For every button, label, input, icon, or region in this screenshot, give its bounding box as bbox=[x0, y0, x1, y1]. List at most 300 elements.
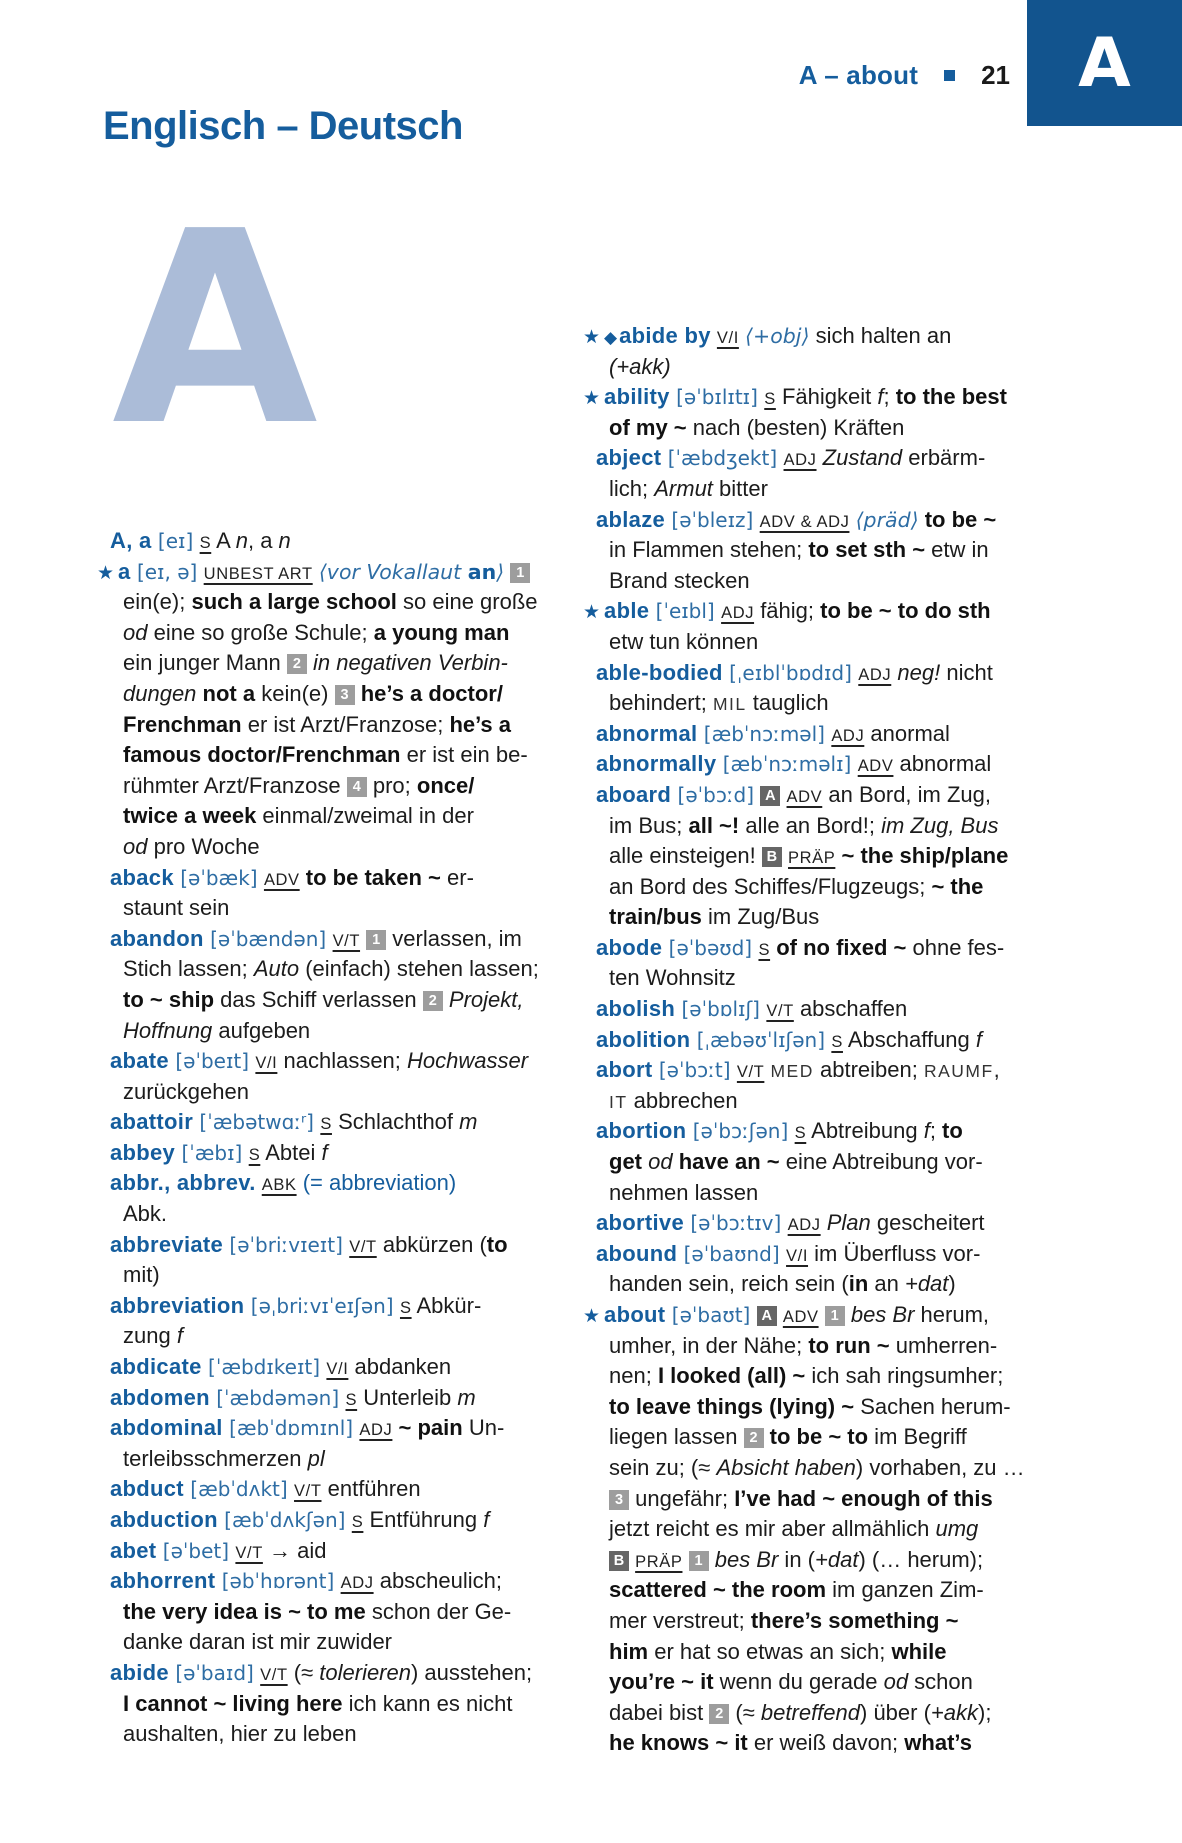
text: in ( bbox=[778, 1546, 815, 1572]
italic-text: od bbox=[123, 833, 148, 859]
text: ungefähr; bbox=[629, 1485, 735, 1511]
text: Stich lassen; bbox=[123, 956, 254, 982]
text: ten Wohnsitz bbox=[609, 965, 736, 991]
entry-line bbox=[583, 1484, 1075, 1515]
bold-phrase: to be taken ~ bbox=[305, 864, 441, 890]
text: er ist ein be- bbox=[400, 742, 528, 768]
entry-line bbox=[97, 893, 575, 924]
text: tauglich bbox=[746, 690, 829, 716]
headword: abort bbox=[596, 1057, 653, 1083]
italic-text: dungen bbox=[123, 680, 197, 706]
grammar-label: V/T bbox=[260, 1665, 288, 1684]
pronunciation: [eɪ] bbox=[151, 529, 200, 553]
text: , a bbox=[247, 528, 279, 553]
italic-text: Plan bbox=[826, 1210, 871, 1236]
text: Unterleib bbox=[357, 1384, 458, 1410]
bold-phrase: scattered ~ the room bbox=[609, 1577, 827, 1603]
thumb-index-tab bbox=[1027, 0, 1182, 126]
text: gescheitert bbox=[870, 1210, 985, 1236]
text: danke daran ist mir zuwider bbox=[123, 1629, 393, 1655]
sense-number-badge: 1 bbox=[689, 1551, 709, 1571]
text: ) bbox=[948, 1271, 956, 1297]
star-icon: ★ bbox=[97, 561, 115, 584]
text: mer verstreut; bbox=[609, 1607, 751, 1633]
headword: abduction bbox=[110, 1507, 218, 1532]
text: Abtei bbox=[260, 1139, 322, 1165]
entry-line bbox=[97, 1046, 575, 1077]
phrasal-diamond-icon: ◆ bbox=[604, 328, 618, 348]
entry-line bbox=[97, 1077, 575, 1108]
pronunciation: [ˈæbɪ] bbox=[175, 1140, 249, 1165]
headword: abbey bbox=[110, 1139, 176, 1165]
bold-phrase: he’s a doctor/ bbox=[360, 680, 503, 706]
sense-number-badge: 1 bbox=[366, 930, 386, 950]
italic-text: n bbox=[235, 528, 248, 553]
subject-field-label: IT bbox=[609, 1091, 628, 1112]
text: Un- bbox=[462, 1415, 505, 1441]
entry-line bbox=[97, 1260, 575, 1291]
grammar-label: V/T bbox=[736, 1063, 765, 1082]
entry-line bbox=[583, 1269, 1075, 1300]
bold-phrase: a young man bbox=[373, 619, 510, 645]
text: alle an Bord!; bbox=[739, 812, 882, 838]
grammar-label: V/I bbox=[716, 329, 739, 347]
grammar-label: S bbox=[248, 1145, 261, 1164]
italic-text: Zustand bbox=[822, 445, 903, 471]
bold-phrase: to be ~ to do sth bbox=[820, 598, 991, 624]
text: ohne fes- bbox=[906, 934, 1005, 960]
entry-line bbox=[97, 1016, 575, 1047]
pronunciation: [əˈbɔːʃən] bbox=[686, 1119, 795, 1144]
italic-text: +dat bbox=[815, 1546, 859, 1572]
text: er hat so etwas an sich; bbox=[648, 1638, 892, 1664]
section-drop-cap-letter: A bbox=[112, 174, 318, 484]
text: verlassen, im bbox=[386, 925, 522, 951]
entry-line bbox=[97, 1107, 575, 1138]
text: das Schiff verlassen bbox=[214, 986, 423, 1012]
sense-number-badge: 1 bbox=[825, 1306, 845, 1326]
text: abbrechen bbox=[627, 1087, 738, 1113]
bold-phrase: in bbox=[848, 1271, 869, 1297]
entry-line bbox=[97, 1199, 575, 1230]
italic-text: tolerieren bbox=[319, 1659, 411, 1685]
page-title: Englisch – Deutsch bbox=[103, 104, 463, 148]
bold-phrase: all ~! bbox=[688, 812, 740, 838]
italic-text: bes Br bbox=[714, 1546, 779, 1572]
bold-phrase: the very idea is ~ to me bbox=[123, 1598, 366, 1624]
text: eine so große Schule; bbox=[147, 619, 374, 645]
text: ) ausstehen; bbox=[410, 1659, 533, 1685]
entry-line bbox=[97, 618, 575, 649]
headword: A, a bbox=[110, 528, 152, 553]
entry-line bbox=[583, 841, 1075, 872]
thumb-index-letter: A bbox=[1078, 23, 1131, 103]
text: zung bbox=[123, 1323, 177, 1349]
grammar-label: V/T bbox=[235, 1543, 263, 1562]
star-icon: ★ bbox=[583, 326, 601, 348]
grammar-label: UNBEST ART bbox=[203, 564, 313, 583]
entry-line bbox=[97, 924, 575, 955]
headword: abortive bbox=[596, 1210, 684, 1236]
entry-line bbox=[97, 648, 575, 679]
text: etw tun können bbox=[609, 628, 759, 654]
pronunciation: [əˈbeɪt] bbox=[168, 1049, 256, 1074]
pronunciation: [ˈæbdəmən] bbox=[209, 1385, 346, 1410]
headword: a bbox=[118, 558, 131, 584]
pronunciation: [əˈbæk] bbox=[173, 865, 264, 890]
entry-line bbox=[583, 1606, 1075, 1637]
grammar-label: V/T bbox=[349, 1237, 377, 1256]
italic-text: neg! bbox=[897, 659, 941, 685]
italic-text: m bbox=[459, 1109, 478, 1135]
text: im ganzen Zim- bbox=[826, 1577, 984, 1603]
star-icon: ★ bbox=[583, 1305, 601, 1327]
text: nachlassen; bbox=[277, 1048, 408, 1074]
headword: abdomen bbox=[110, 1384, 210, 1410]
bold-phrase: ~ pain bbox=[398, 1415, 463, 1441]
cross-reference: (= abbreviation) bbox=[302, 1170, 457, 1196]
bold-phrase: you’re ~ it bbox=[609, 1669, 714, 1695]
grammar-label: ADJ bbox=[359, 1421, 393, 1440]
headword: ablaze bbox=[596, 506, 666, 532]
headword: abdicate bbox=[110, 1354, 202, 1380]
text: etw in bbox=[925, 537, 989, 563]
italic-text: m bbox=[457, 1384, 476, 1410]
text: im Bus; bbox=[609, 812, 689, 838]
text: Sachen herum- bbox=[854, 1393, 1011, 1419]
pronunciation: [əˈbɒlɪʃ] bbox=[675, 997, 767, 1022]
text: kein(e) bbox=[255, 680, 335, 706]
headword: abortion bbox=[596, 1118, 687, 1144]
bold-phrase: Frenchman bbox=[123, 711, 242, 737]
text: Schlachthof bbox=[331, 1109, 460, 1135]
text: umherren- bbox=[889, 1332, 998, 1358]
text: dabei bist bbox=[609, 1699, 710, 1725]
headword: ability bbox=[604, 384, 670, 410]
text: ich sah ringsumher; bbox=[805, 1363, 1004, 1389]
entry-line bbox=[583, 1300, 1075, 1331]
grammar-label: ADJ bbox=[831, 726, 865, 745]
entry-line bbox=[583, 1116, 1075, 1147]
text: (≈ bbox=[729, 1699, 761, 1725]
sense-letter-badge: A bbox=[757, 1306, 777, 1326]
text: an bbox=[868, 1271, 905, 1297]
entry-line bbox=[583, 1025, 1075, 1056]
italic-text: f bbox=[923, 1118, 930, 1144]
italic-text: od bbox=[648, 1149, 673, 1175]
italic-text: betreffend bbox=[760, 1699, 860, 1725]
entry-line bbox=[97, 1413, 575, 1444]
grammar-label: ADJ bbox=[721, 604, 755, 623]
text: Abschaffung bbox=[842, 1026, 976, 1052]
bold-phrase: twice a week bbox=[123, 803, 257, 829]
text: herum, bbox=[914, 1302, 990, 1327]
entry-line bbox=[97, 985, 575, 1016]
text: pro; bbox=[366, 772, 417, 798]
grammar-label: S bbox=[320, 1115, 332, 1134]
italic-text: f bbox=[483, 1507, 490, 1532]
entry-line bbox=[583, 1667, 1075, 1698]
headword: abbreviation bbox=[110, 1292, 245, 1318]
entry-line bbox=[97, 863, 575, 894]
entry-line bbox=[583, 1178, 1075, 1209]
entry-line bbox=[97, 740, 575, 771]
text: mit) bbox=[123, 1262, 160, 1288]
pronunciation: [æbˈdʌkt] bbox=[183, 1477, 295, 1502]
entry-line bbox=[583, 811, 1075, 842]
entry-line bbox=[583, 443, 1075, 474]
bold-phrase: to be ~ bbox=[924, 506, 997, 532]
text: schon bbox=[908, 1669, 973, 1695]
headword: abide bbox=[110, 1659, 169, 1685]
entry-line bbox=[97, 1352, 575, 1383]
text: nen; bbox=[609, 1363, 658, 1389]
text: so eine große bbox=[396, 589, 538, 615]
grammar-label: V/T bbox=[294, 1482, 322, 1501]
entry-line bbox=[97, 1505, 575, 1536]
star-icon: ★ bbox=[583, 387, 601, 410]
pronunciation: [əˌbriːvɪˈeɪʃən] bbox=[244, 1293, 400, 1318]
text: alle einsteigen! bbox=[609, 843, 762, 869]
grammar-label: V/I bbox=[326, 1360, 349, 1379]
italic-text: bes Br bbox=[850, 1302, 915, 1327]
entry-line bbox=[583, 321, 1075, 352]
grammar-label: S bbox=[831, 1032, 843, 1051]
text: sein zu; (≈ bbox=[609, 1454, 717, 1480]
text: (≈ bbox=[287, 1659, 320, 1685]
bold-phrase: I’ve had ~ enough of this bbox=[734, 1485, 993, 1511]
italic-text: Absicht haben bbox=[716, 1454, 856, 1480]
text: eine Abtreibung vor- bbox=[779, 1149, 983, 1175]
bold-phrase: he’s a bbox=[449, 711, 511, 737]
entry-line bbox=[97, 801, 575, 832]
text: er weiß davon; bbox=[747, 1730, 905, 1756]
grammar-label: ABK bbox=[261, 1176, 297, 1195]
text: einmal/zweimal in der bbox=[256, 803, 474, 829]
headword: abode bbox=[596, 934, 663, 960]
bold-phrase: I cannot ~ living here bbox=[123, 1690, 343, 1716]
subject-field-label: MIL bbox=[712, 694, 747, 715]
text: abnormal bbox=[893, 751, 992, 777]
text: liegen lassen bbox=[609, 1424, 744, 1450]
entry-line bbox=[583, 933, 1075, 964]
text: zurückgehen bbox=[123, 1078, 249, 1104]
sense-number-badge: 2 bbox=[287, 654, 307, 674]
grammar-label: ADV bbox=[857, 757, 894, 776]
grammar-label: V/I bbox=[786, 1246, 809, 1265]
headword: abate bbox=[110, 1048, 169, 1074]
pronunciation: [əbˈhɒrənt] bbox=[215, 1569, 341, 1594]
entry-line bbox=[583, 352, 1075, 383]
italic-text: +akk bbox=[930, 1699, 979, 1725]
entry-line bbox=[97, 710, 575, 741]
bold-phrase: to be ~ to bbox=[769, 1424, 869, 1450]
text: abtreiben; bbox=[813, 1057, 924, 1083]
text: entführen bbox=[321, 1476, 421, 1502]
entry-line bbox=[97, 1444, 575, 1475]
italic-text: Auto bbox=[253, 956, 300, 982]
entry-line bbox=[97, 954, 575, 985]
text: ein(e); bbox=[123, 589, 192, 615]
italic-text: od bbox=[123, 619, 148, 645]
text: ich kann es nicht bbox=[342, 1690, 513, 1716]
bold-phrase: to run ~ bbox=[808, 1332, 890, 1358]
entry-line bbox=[97, 1230, 575, 1261]
text: abschaffen bbox=[793, 996, 908, 1022]
pronunciation: [əˈbaʊt] bbox=[665, 1303, 757, 1327]
text: lich; bbox=[609, 475, 655, 501]
sense-number-badge: 2 bbox=[744, 1428, 764, 1448]
grammar-label: V/T bbox=[766, 1002, 794, 1021]
grammar-label: S bbox=[351, 1513, 364, 1531]
grammar-label: V/I bbox=[255, 1054, 278, 1073]
text: ; bbox=[929, 1118, 943, 1144]
entry-line bbox=[583, 505, 1075, 536]
entry-line bbox=[583, 1728, 1075, 1759]
entry-line bbox=[97, 557, 575, 588]
entry-line bbox=[97, 587, 575, 618]
text: anormal bbox=[864, 720, 950, 746]
sense-number-badge: 2 bbox=[423, 991, 443, 1011]
entry-line bbox=[583, 688, 1075, 719]
pronunciation: [əˈbaɪd] bbox=[168, 1660, 261, 1685]
text: staunt sein bbox=[123, 895, 230, 921]
entry-line bbox=[97, 832, 575, 863]
headword: abbreviate bbox=[110, 1231, 224, 1257]
entry-line bbox=[583, 1575, 1075, 1606]
bold-phrase: such a large school bbox=[191, 589, 397, 615]
text: erbärm- bbox=[902, 445, 986, 471]
headword: able-bodied bbox=[596, 659, 723, 685]
italic-text: umg bbox=[935, 1516, 979, 1542]
text: ) vorhaben, zu … bbox=[855, 1454, 1025, 1480]
entry-line bbox=[583, 1545, 1075, 1576]
bold-phrase: to set sth ~ bbox=[808, 537, 926, 563]
text: Abkür- bbox=[411, 1292, 482, 1318]
grammar-label: S bbox=[199, 534, 212, 552]
headword: abet bbox=[110, 1537, 157, 1563]
bold-phrase: what’s bbox=[904, 1730, 972, 1756]
entry-line bbox=[583, 566, 1075, 597]
entry-line bbox=[97, 1291, 575, 1322]
headword: abandon bbox=[110, 925, 204, 951]
italic-text: Armut bbox=[654, 475, 713, 501]
headword: able bbox=[604, 598, 650, 624]
bold-phrase: ~ the ship/plane bbox=[841, 843, 1009, 869]
entry-line bbox=[97, 1658, 575, 1689]
pronunciation: [əˈbaʊnd] bbox=[677, 1241, 787, 1266]
entry-line bbox=[583, 382, 1075, 413]
usage-hint: an bbox=[467, 559, 497, 584]
text: abkürzen ( bbox=[376, 1231, 487, 1257]
pronunciation: [əˈbændən] bbox=[203, 926, 333, 951]
text: er- bbox=[440, 864, 474, 890]
italic-text: in negativen Verbin- bbox=[313, 650, 508, 676]
entry-line bbox=[583, 1147, 1075, 1178]
text: nicht bbox=[940, 659, 993, 685]
text: ); bbox=[978, 1699, 992, 1725]
italic-text: od bbox=[883, 1669, 909, 1695]
pronunciation: [əˈbriːvɪeɪt] bbox=[223, 1232, 350, 1257]
sense-number-badge: 4 bbox=[347, 777, 367, 797]
text: an Bord, im Zug, bbox=[822, 781, 992, 807]
grammar-label: PRÄP bbox=[635, 1552, 683, 1571]
text: wenn du gerade bbox=[713, 1669, 884, 1695]
entry-line bbox=[583, 1637, 1075, 1668]
text: ; bbox=[883, 384, 896, 410]
sense-number-badge: 2 bbox=[709, 1704, 729, 1724]
entry-line bbox=[97, 1689, 575, 1720]
entry-line bbox=[97, 679, 575, 710]
bold-phrase: there’s something ~ bbox=[750, 1607, 959, 1633]
pronunciation: [ˈeɪbl] bbox=[649, 599, 722, 624]
grammar-label: ADJ bbox=[783, 451, 817, 470]
usage-hint: ⟨präd⟩ bbox=[855, 507, 919, 532]
text: aufgeben bbox=[212, 1017, 311, 1043]
usage-hint: ⟨+obj⟩ bbox=[745, 324, 810, 348]
grammar-label: S bbox=[764, 390, 776, 409]
entry-line bbox=[97, 1536, 575, 1567]
headword: aback bbox=[110, 864, 174, 890]
entry-line bbox=[97, 1383, 575, 1414]
pronunciation: [əˈbɔːd] bbox=[671, 782, 761, 807]
bold-phrase: him bbox=[609, 1638, 649, 1664]
italic-text: f bbox=[975, 1026, 983, 1052]
italic-text: Projekt, bbox=[448, 986, 524, 1012]
pronunciation: [ˈæbdʒekt] bbox=[661, 446, 784, 471]
bold-phrase: train/bus bbox=[609, 904, 702, 930]
header-square-icon bbox=[944, 70, 955, 81]
grammar-label: S bbox=[345, 1390, 358, 1409]
pronunciation: [əˈbɪlɪtɪ] bbox=[669, 385, 765, 410]
text: → aid bbox=[262, 1537, 327, 1563]
entry-line bbox=[583, 1514, 1075, 1545]
headword: abide by bbox=[619, 323, 711, 348]
headword: abbr., abbrev. bbox=[110, 1170, 256, 1196]
pronunciation: [æbˈnɔːməl] bbox=[697, 721, 832, 746]
entry-line bbox=[97, 1168, 575, 1199]
headword: abound bbox=[596, 1240, 678, 1266]
italic-text: Hoffnung bbox=[123, 1017, 213, 1043]
entry-line bbox=[583, 627, 1075, 658]
entry-line bbox=[583, 1086, 1075, 1117]
usage-hint: ⟩ bbox=[496, 559, 505, 584]
bold-phrase: of my ~ bbox=[609, 414, 687, 440]
pronunciation: [ˈæbətwɑːʳ] bbox=[193, 1110, 321, 1135]
pronunciation: [ˌæbəʊˈlɪʃən] bbox=[690, 1027, 832, 1052]
grammar-label: S bbox=[399, 1298, 412, 1317]
italic-text: pl bbox=[307, 1445, 325, 1471]
entry-line bbox=[583, 596, 1075, 627]
text: sich halten an bbox=[809, 323, 952, 348]
text: schon der Ge- bbox=[365, 1598, 512, 1624]
entry-line bbox=[583, 719, 1075, 750]
text: Brand stecken bbox=[609, 567, 750, 593]
text: umher, in der Nähe; bbox=[609, 1332, 809, 1358]
bold-phrase: to leave things (lying) ~ bbox=[609, 1393, 855, 1419]
entry-line bbox=[97, 1138, 575, 1169]
bold-phrase: to ~ ship bbox=[123, 986, 215, 1012]
headword: aboard bbox=[596, 781, 672, 807]
bold-phrase: of no fixed ~ bbox=[776, 934, 907, 960]
text: bitter bbox=[712, 475, 768, 501]
text: an Bord des Schiffes/Flugzeugs; bbox=[609, 873, 932, 899]
entry-line bbox=[583, 1422, 1075, 1453]
text: im Begriff bbox=[868, 1424, 967, 1450]
page-number: 21 bbox=[981, 60, 1010, 90]
usage-hint: ⟨vor Vokallaut bbox=[318, 559, 468, 584]
entry-line bbox=[97, 1566, 575, 1597]
